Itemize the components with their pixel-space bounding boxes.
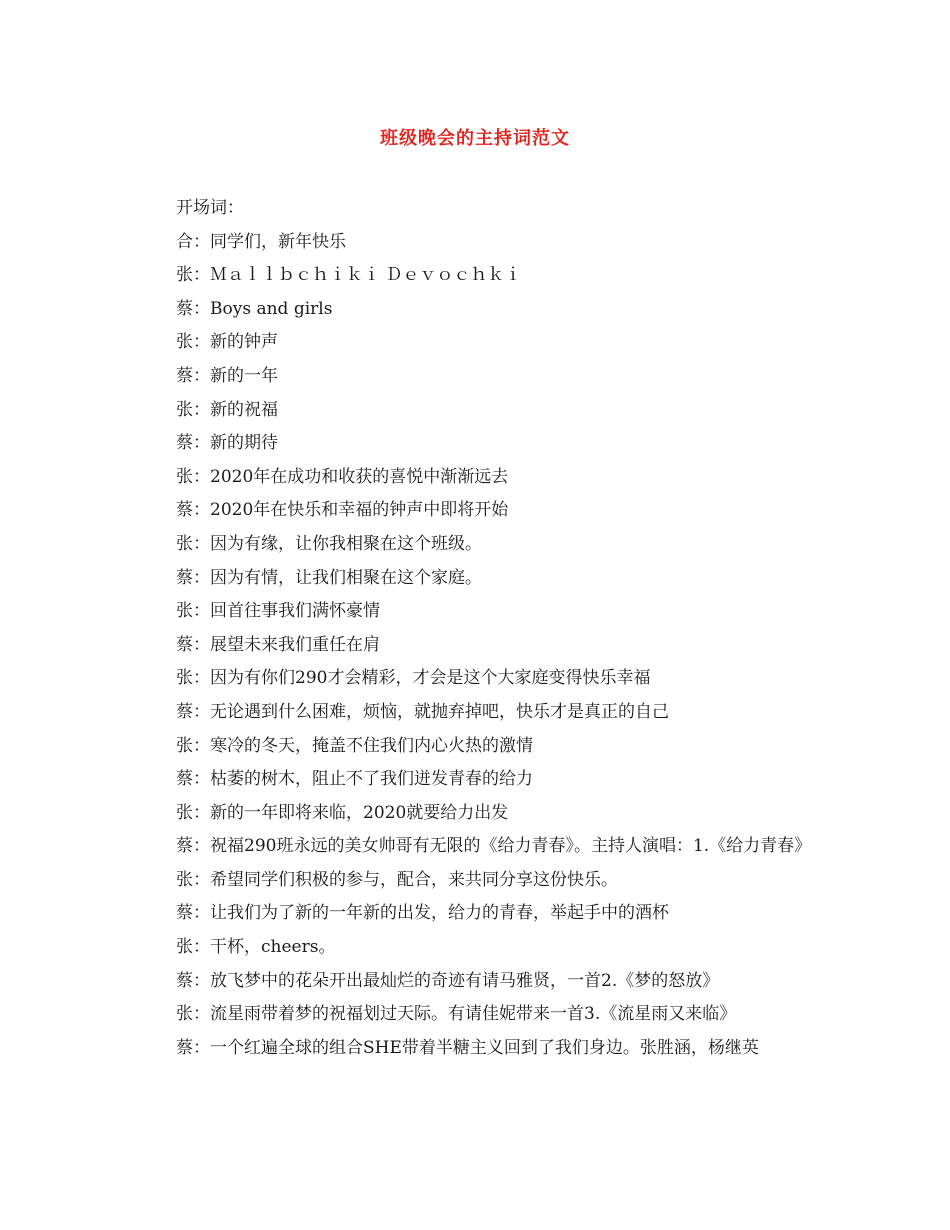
paragraph: 张：寒冷的冬天，掩盖不住我们内心火热的激情 bbox=[176, 735, 533, 756]
paragraph: 张：干杯，cheers。 bbox=[176, 937, 336, 958]
paragraph: 张：希望同学们积极的参与，配合，来共同分享这份快乐。 bbox=[176, 869, 618, 890]
paragraph: 蔡：无论遇到什么困难，烦恼，就抛弃掉吧，快乐才是真正的自己 bbox=[176, 701, 669, 722]
paragraph: 蔡：展望未来我们重任在肩 bbox=[176, 634, 380, 655]
paragraph: 蔡：让我们为了新的一年新的出发，给力的青春，举起手中的酒杯 bbox=[176, 903, 669, 924]
paragraph: 张：因为有你们290才会精彩，才会是这个大家庭变得快乐幸福 bbox=[176, 668, 651, 689]
paragraph: 张：回首往事我们满怀豪情 bbox=[176, 601, 380, 622]
paragraph: 蔡：放飞梦中的花朵开出最灿烂的奇迹有请马雅贤，一首2.《梦的怒放》 bbox=[176, 970, 720, 991]
paragraph: 蔡：因为有情，让我们相聚在这个家庭。 bbox=[176, 567, 482, 588]
paragraph: 蔡：新的一年 bbox=[176, 365, 278, 386]
paragraph: 蔡：枯萎的树木，阻止不了我们迸发青春的给力 bbox=[176, 769, 533, 790]
paragraph: 张：新的祝福 bbox=[176, 399, 278, 420]
paragraph: 蔡：一个红遍全球的组合SHE带着半糖主义回到了我们身边。张胜涵，杨继英 bbox=[176, 1037, 759, 1058]
document-body bbox=[140, 192, 815, 1065]
document-title: 班级晚会的主持词范文 bbox=[380, 128, 570, 149]
paragraph: 蔡：Boys and girls bbox=[176, 298, 333, 319]
paragraph: 张：2020年在成功和收获的喜悦中渐渐远去 bbox=[176, 466, 509, 487]
paragraph: 张：新的钟声 bbox=[176, 332, 278, 353]
paragraph: 蔡：2020年在快乐和幸福的钟声中即将开始 bbox=[176, 500, 509, 521]
paragraph: 蔡：祝福290班永远的美女帅哥有无限的《给力青春》。主持人演唱：1.《给力青春》 bbox=[176, 836, 812, 857]
paragraph: 张：流星雨带着梦的祝福划过天际。有请佳妮带来一首3.《流星雨又来临》 bbox=[176, 1004, 737, 1025]
paragraph: 合：同学们，新年快乐 bbox=[176, 231, 346, 252]
paragraph: 张：新的一年即将来临，2020就要给力出发 bbox=[176, 802, 509, 823]
paragraph: 开场词： bbox=[176, 198, 244, 218]
paragraph: 张：因为有缘，让你我相聚在这个班级。 bbox=[176, 533, 482, 554]
paragraph: 蔡：新的期待 bbox=[176, 433, 278, 454]
paragraph: 张：Ｍａｌｌｂｃｈｉｋｉ Ｄｅｖｏｃｈｋｉ bbox=[176, 265, 522, 286]
